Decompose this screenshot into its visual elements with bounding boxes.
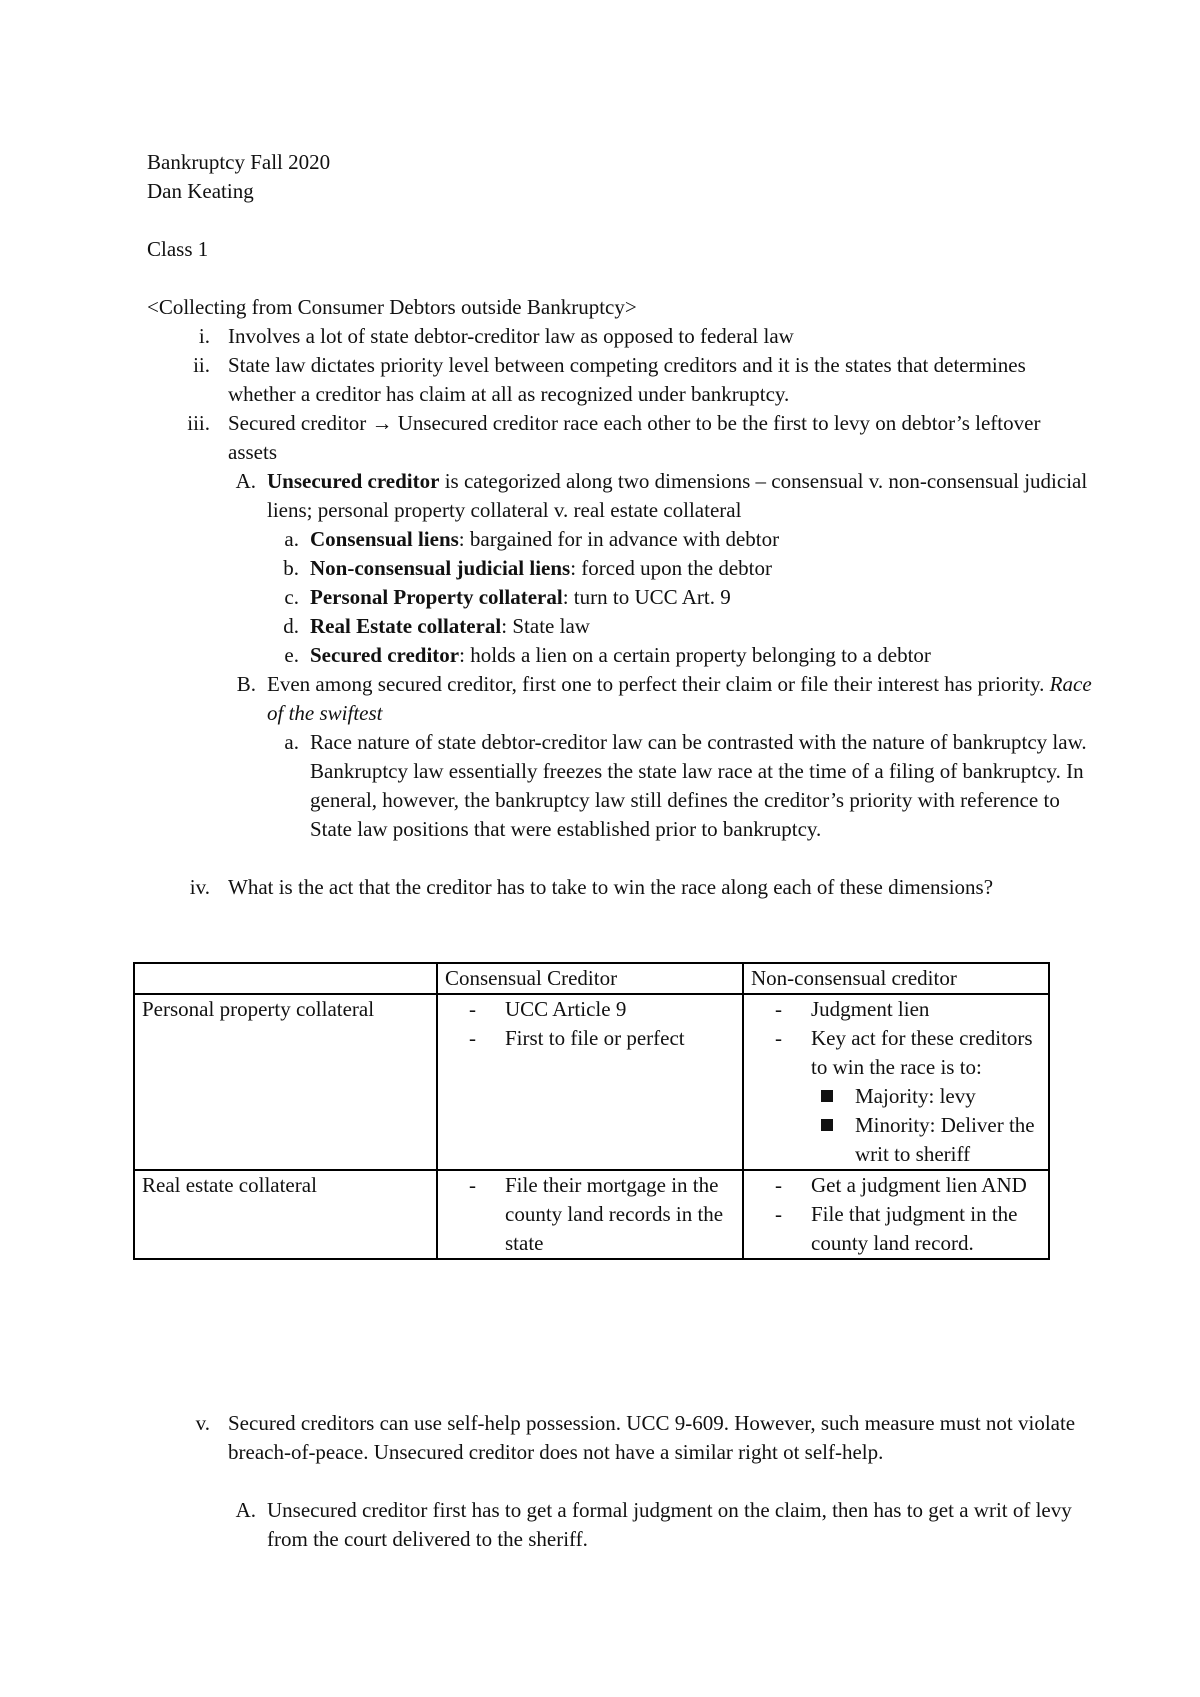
section-heading: <Collecting from Consumer Debtors outside Bankruptcy> — [147, 295, 637, 319]
list-item — [445, 1024, 735, 1053]
class-label: Class 1 — [147, 237, 209, 261]
row-label: Personal property collateral — [134, 994, 437, 1170]
list-item-text: UCC Article 9 — [505, 997, 627, 1021]
item-i-marker: i. — [198, 324, 210, 348]
item-i-text: Involves a lot of state debtor-creditor law as opposed to federal law — [228, 324, 794, 348]
sub-c-rest: : turn to UCC Art. 9 — [562, 585, 731, 609]
item-ii-text: State law dictates priority level between competing creditors and it is the states that determines whether a creditor has claim at all as recognized under bankruptcy. — [228, 353, 1026, 406]
square-bullet-icon — [821, 1090, 833, 1102]
sub-b-text — [310, 554, 1100, 583]
item-iv-marker: iv. — [189, 875, 210, 899]
consensual-cell — [437, 1170, 743, 1259]
nonconsensual-cell — [743, 1170, 1049, 1259]
sub-c-text — [310, 583, 1100, 612]
sub-d-marker: d. — [283, 614, 299, 638]
sub-d-bold: Real Estate collateral — [310, 614, 502, 638]
course-title: Bankruptcy Fall 2020 — [147, 150, 331, 174]
sub-d-rest: : State law — [501, 614, 590, 638]
dash-bullet: - — [775, 1026, 782, 1050]
row-label: Real estate collateral — [134, 1170, 437, 1259]
dash-bullet: - — [469, 997, 476, 1021]
table-header-cell: Consensual Creditor — [437, 963, 743, 994]
item-iii-text-before: Secured creditor — [228, 411, 367, 435]
list-item — [751, 1171, 1041, 1200]
sub-a-rest: : bargained for in advance with debtor — [458, 527, 780, 551]
list-item-text: First to file or perfect — [505, 1026, 685, 1050]
sub-d-text — [310, 612, 1100, 641]
list-item-text: File their mortgage in the county land records in the state — [505, 1173, 724, 1255]
square-bullet-icon — [821, 1119, 833, 1131]
item-v-a-text: Unsecured creditor first has to get a formal judgment on the claim, then has to get a writ of levy from the court delivered to the sheriff. — [267, 1498, 1072, 1551]
sub-b-rest: : forced upon the debtor — [570, 556, 772, 580]
list-item — [445, 1171, 735, 1258]
sub-a-marker: a. — [284, 527, 299, 551]
item-iii-a-marker: A. — [235, 469, 256, 493]
sub-e-rest: : holds a lien on a certain property belonging to a debtor — [459, 643, 931, 667]
sub-e-text — [310, 641, 1100, 670]
dash-bullet: - — [775, 1173, 782, 1197]
list-item — [751, 995, 1041, 1024]
sub-c-marker: c. — [284, 585, 299, 609]
priority-table — [133, 962, 1050, 1260]
instructor-name: Dan Keating — [147, 179, 254, 203]
item-v-marker: v. — [195, 1411, 210, 1435]
sub-b-marker: b. — [283, 556, 299, 580]
table-row — [134, 1170, 1049, 1259]
consensual-cell — [437, 994, 743, 1170]
table-row — [134, 994, 1049, 1170]
sub-e-marker: e. — [284, 643, 299, 667]
dash-bullet: - — [775, 997, 782, 1021]
item-v-a-marker: A. — [235, 1498, 256, 1522]
arrow-icon: → — [371, 411, 393, 435]
dash-bullet: - — [469, 1026, 476, 1050]
item-iii-b-sub-marker: a. — [284, 730, 299, 754]
table-header-cell: Non-consensual creditor — [743, 963, 1049, 994]
nonconsensual-cell — [743, 994, 1049, 1170]
table-header-row — [134, 963, 1049, 994]
item-v-text: Secured creditors can use self-help possession. UCC 9-609. However, such measure must not violate breach-of-peace. Unsecured creditor does not have a similar right ot self-help. — [228, 1411, 1076, 1464]
list-item-text: File that judgment in the county land record. — [811, 1202, 1018, 1255]
list-item — [445, 995, 735, 1024]
list-item-text: Majority: levy — [855, 1084, 976, 1108]
item-iii-b-italic: Race of the swiftest — [267, 672, 1092, 725]
item-iii-text — [228, 409, 1088, 467]
dash-bullet: - — [469, 1173, 476, 1197]
item-iv-text: What is the act that the creditor has to take to win the race along each of these dimensions? — [228, 875, 994, 899]
sub-c-bold: Personal Property collateral — [310, 585, 563, 609]
table-header-cell — [134, 963, 437, 994]
list-item-text: Judgment lien — [811, 997, 930, 1021]
sub-a-bold: Consensual liens — [310, 527, 459, 551]
sub-e-bold: Secured creditor — [310, 643, 460, 667]
sub-b-bold: Non-consensual judicial liens — [310, 556, 571, 580]
item-iii-b-rest: Even among secured creditor, first one to perfect their claim or file their interest has priority. — [267, 672, 1050, 696]
item-iii-b-marker: B. — [236, 672, 256, 696]
item-iii-text-after: Unsecured creditor race each other to be the first to levy on debtor’s leftover assets — [228, 411, 1041, 464]
list-item-text: Get a judgment lien AND — [811, 1173, 1027, 1197]
list-item — [811, 1082, 1041, 1111]
dash-bullet: - — [775, 1202, 782, 1226]
list-item-text: Minority: Deliver the writ to sheriff — [855, 1113, 1035, 1166]
list-item — [751, 1200, 1041, 1258]
item-iii-marker: iii. — [187, 411, 210, 435]
list-item — [751, 1024, 1041, 1169]
item-iii-a-rest: is categorized along two dimensions – consensual v. non-consensual judicial liens; personal property collateral v. real estate collateral — [267, 469, 1088, 522]
item-iii-b-sub-text: Race nature of state debtor-creditor law can be contrasted with the nature of bankruptcy law. Bankruptcy law essentially freezes the state law race at the time of a filing of bankruptcy. In general, however, the bankruptcy law still defines the creditor’s priority with reference to State law positions that were established prior to bankruptcy. — [310, 730, 1087, 841]
list-item — [811, 1111, 1041, 1169]
sub-a-text — [310, 525, 1100, 554]
item-iii-a-text — [267, 467, 1097, 525]
item-iii-a-bold: Unsecured creditor — [267, 469, 440, 493]
item-iii-b-text — [267, 670, 1097, 728]
list-item-text: Key act for these creditors to win the race is to: — [811, 1026, 1033, 1079]
item-ii-marker: ii. — [193, 353, 210, 377]
